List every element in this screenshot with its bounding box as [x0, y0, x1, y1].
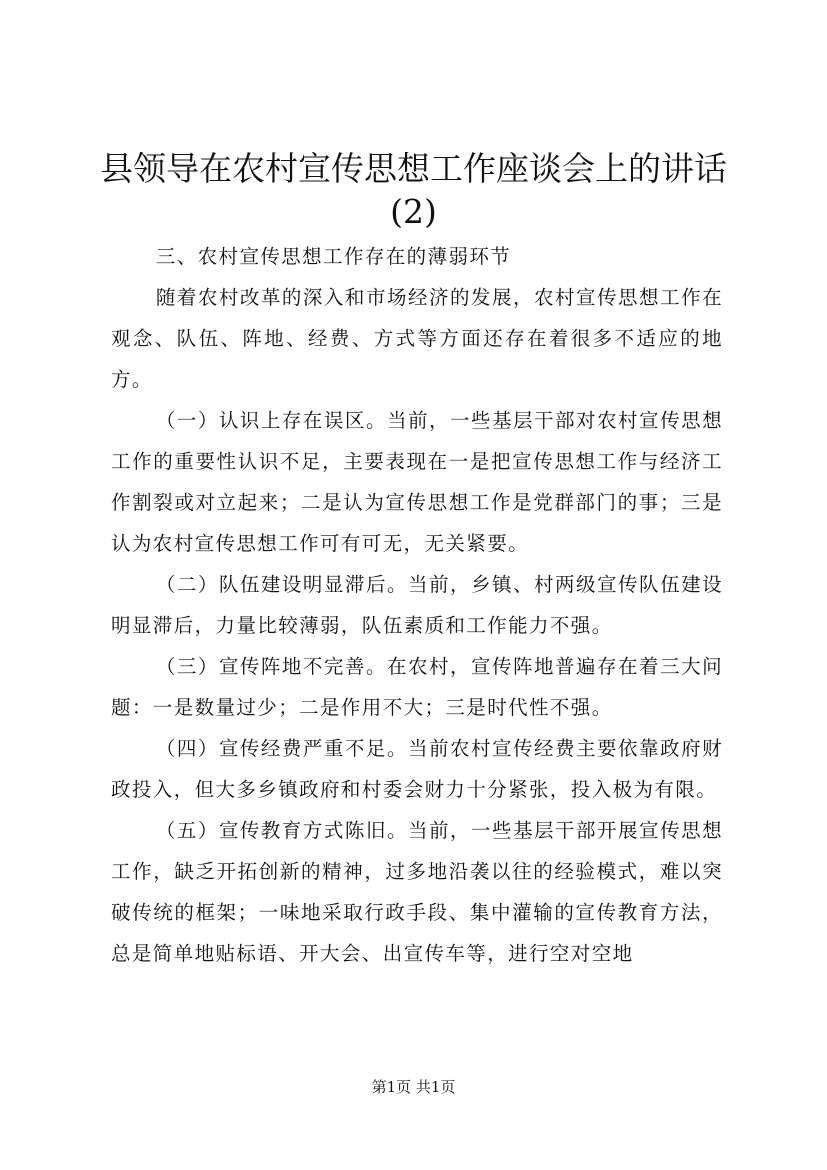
- page-footer: 第1页 共1页: [371, 1078, 456, 1096]
- paragraph-item-1: （一）认识上存在误区。当前，一些基层干部对农村宣传思想工作的重要性认识不足，主要表现在一是把宣传思想工作与经济工作割裂或对立起来；二是认为宣传思想工作是党群部门的事；三是认为农村宣传思想工作可有可无，无关紧要。: [111, 409, 723, 555]
- document-title: 县领导在农村宣传思想工作座谈会上的讲话: [100, 149, 727, 188]
- section-heading: 三、农村宣传思想工作存在的薄弱环节: [155, 245, 512, 268]
- document-body: [111, 236, 723, 974]
- document-title-part-number: (2): [390, 192, 437, 231]
- paragraph-item-5: （五）宣传教育方式陈旧。当前，一些基层干部开展宣传思想工作，缺乏开拓创新的精神，过多地沿袭以往的经验模式，难以突破传统的框架；一味地采取行政手段、集中灌输的宣传教育方法，总是简单地贴标语、开大会、出宣传车等，进行空对空地: [111, 819, 723, 965]
- paragraph-intro: 随着农村改革的深入和市场经济的发展，农村宣传思想工作在观念、队伍、阵地、经费、方式等方面还存在着很多不适应的地方。: [111, 286, 723, 391]
- paragraph-item-2: （二）队伍建设明显滞后。当前，乡镇、村两级宣传队伍建设明显滞后，力量比较薄弱，队伍素质和工作能力不强。: [111, 573, 723, 637]
- paragraph-item-4: （四）宣传经费严重不足。当前农村宣传经费主要依靠政府财政投入，但大多乡镇政府和村委会财力十分紧张，投入极为有限。: [111, 737, 723, 801]
- paragraph-item-3: （三）宣传阵地不完善。在农村，宣传阵地普遍存在着三大问题：一是数量过少；二是作用不大；三是时代性不强。: [111, 655, 723, 719]
